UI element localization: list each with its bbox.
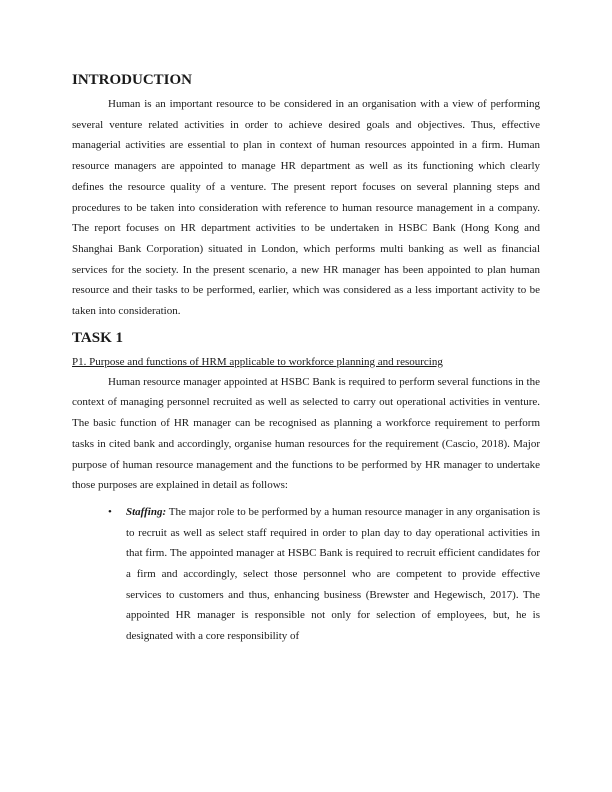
task1-subheading: P1. Purpose and functions of HRM applicable to workforce planning and resourcing bbox=[72, 355, 443, 368]
bullet-text: The major role to be performed by a human resource manager in any organisation is to recruit as well as select staff required in order to plan day to day operational activities in that firm. The appointed manager at HSBC Bank is required to recruit efficient candidates for a firm and accordingly, select those personnel who are competent to provide effective services to customers and thus, enhancing business (Brewster and Hegewisch, 2017). The appointed HR manager is responsible not only for selection of employees, but, he is designated with a core responsibility of bbox=[126, 505, 540, 643]
bullet-term: Staffing: bbox=[126, 505, 167, 518]
list-item bbox=[108, 502, 540, 647]
document-page bbox=[72, 70, 540, 647]
task1-paragraph: Human resource manager appointed at HSBC Bank is required to perform several functions in the context of managing personnel recruited as well as selected to carry out operational activities in venture. The basic function of HR manager can be recognised as planning a workforce requirement to perform tasks in cited bank and accordingly, organise human resources for the requirement (Cascio, 2018). Major purpose of human resource management and the functions to be performed by HR manager to undertake those purposes are explained in detail as follows: bbox=[72, 375, 540, 492]
bullet-list bbox=[72, 502, 540, 647]
bullet-icon: • bbox=[108, 505, 112, 518]
introduction-heading: INTRODUCTION bbox=[72, 72, 193, 88]
task1-heading: TASK 1 bbox=[72, 329, 123, 346]
introduction-paragraph: Human is an important resource to be considered in an organisation with a view of performing several venture related activities in order to achieve desired goals and objectives. Thus, effective managerial activities are essential to plan in context of human resources appointed in a firm. Human resource managers are appointed to manage HR department as well as its functioning which clearly defines the resource quality of a venture. The present report focuses on several planning steps and procedures to be taken into consideration with reference to human resource management in a company. The report focuses on HR department activities to be undertaken in HSBC Bank (Hong Kong and Shanghai Bank Corporation) situated in London, which performs multi banking as well as financial services for the society. In the present scenario, a new HR manager has been appointed to plan human resource and their tasks to be performed, earlier, which was considered as a less important activity to be taken into consideration. bbox=[72, 98, 540, 318]
